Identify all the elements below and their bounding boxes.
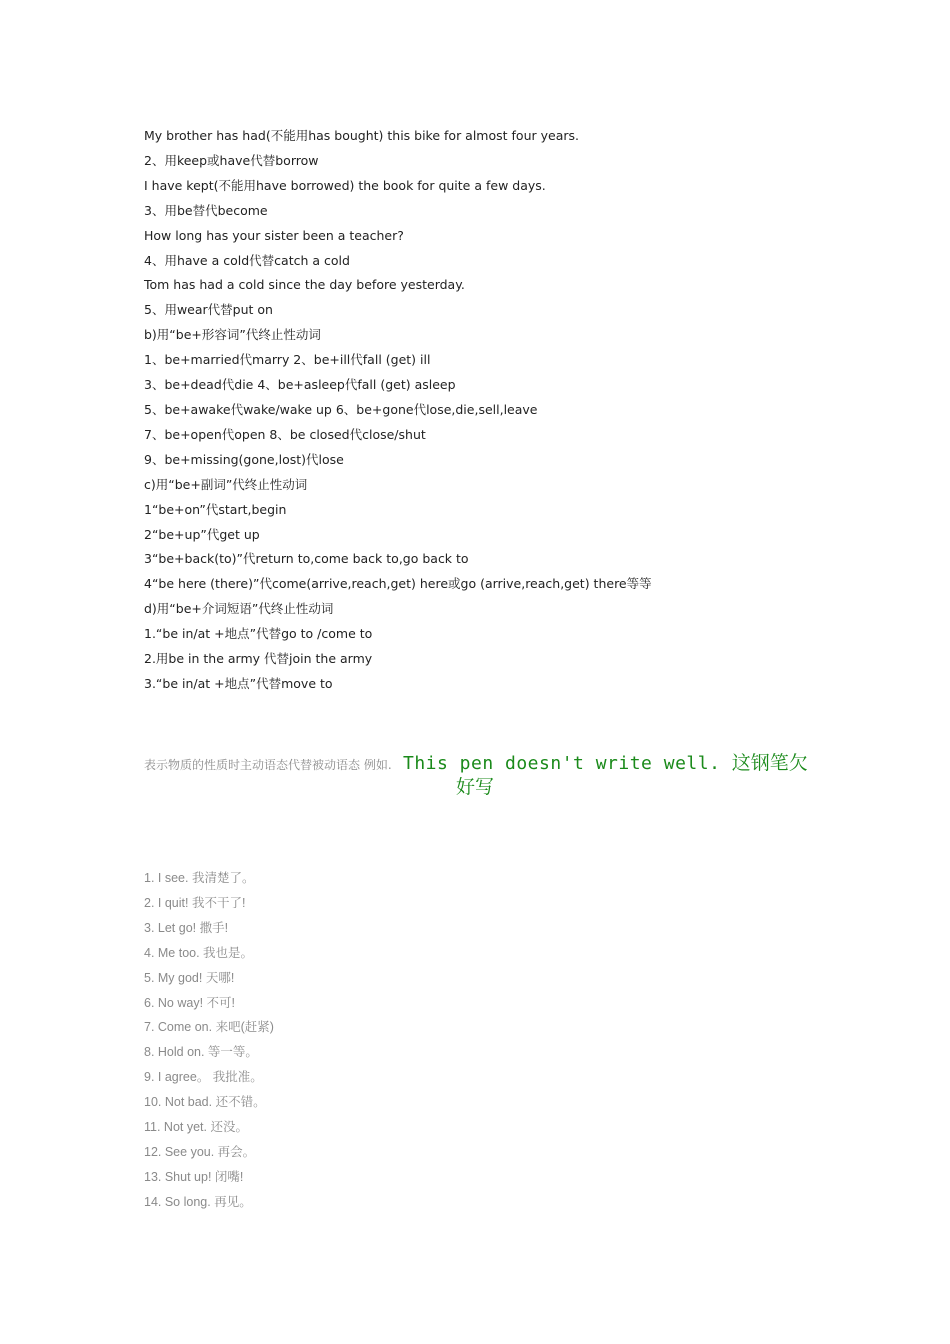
phrase-item: 3. Let go! 撒手! [144, 921, 229, 935]
phrase-item: 4. Me too. 我也是。 [144, 946, 254, 960]
phrase-item: 2. I quit! 我不干了! [144, 896, 246, 910]
usage-line: 1、be+married代marry 2、be+ill代fall (get) ill [144, 352, 431, 367]
usage-line: 7、be+open代open 8、be closed代close/shut [144, 427, 426, 442]
usage-line: I have kept(不能用have borrowed) the book for quite a few days. [144, 178, 546, 193]
phrase-item: 10. Not bad. 还不错。 [144, 1095, 266, 1109]
phrase-item: 13. Shut up! 闭嘴! [144, 1170, 244, 1184]
usage-line: 3.“be in/at +地点”代替move to [144, 676, 333, 691]
example-note [144, 748, 824, 775]
usage-line: My brother has had(不能用has bought) this bike for almost four years. [144, 128, 579, 143]
usage-line: 5、be+awake代wake/wake up 6、be+gone代lose,die,sell,leave [144, 402, 538, 417]
phrase-item: 5. My god! 天哪! [144, 971, 235, 985]
usage-line: 4、用have a cold代替catch a cold [144, 253, 350, 268]
example-sentence-zh: 这钢笔欠 [731, 752, 808, 774]
phrase-item: 9. I agree。 我批准。 [144, 1070, 263, 1084]
usage-line: 1“be+on”代start,begin [144, 502, 287, 517]
usage-line: 3、用be替代become [144, 203, 268, 218]
usage-line: 1.“be in/at +地点”代替go to /come to [144, 626, 373, 641]
phrase-item: 8. Hold on. 等一等。 [144, 1045, 258, 1059]
usage-heading: d)用“be+介词短语”代终止性动词 [144, 601, 334, 616]
phrase-item: 12. See you. 再会。 [144, 1145, 256, 1159]
phrase-item: 14. So long. 再见。 [144, 1195, 252, 1209]
usage-heading: c)用“be+副词”代终止性动词 [144, 477, 308, 492]
phrase-item: 11. Not yet. 还没。 [144, 1120, 248, 1134]
example-note-lead: 表示物质的性质时主动语态代替被动语态 例如. [144, 758, 392, 772]
phrase-item: 6. No way! 不可! [144, 996, 235, 1010]
usage-line: 5、用wear代替put on [144, 302, 273, 317]
usage-line: 3、be+dead代die 4、be+asleep代fall (get) asleep [144, 377, 456, 392]
example-sentence-en: This pen doesn't write well. [391, 753, 732, 774]
usage-line: Tom has had a cold since the day before yesterday. [144, 277, 465, 292]
usage-line: 2“be+up”代get up [144, 527, 260, 542]
usage-line: 4“be here (there)”代come(arrive,reach,get) here或go (arrive,reach,get) there等等 [144, 576, 652, 591]
phrase-item: 1. I see. 我清楚了。 [144, 871, 255, 885]
example-sentence-zh-continued: 好写 [456, 776, 495, 798]
phrase-item: 7. Come on. 来吧(赶紧) [144, 1020, 274, 1034]
usage-line: 2、用keep或have代替borrow [144, 153, 319, 168]
usage-line: 3“be+back(to)”代return to,come back to,go back to [144, 551, 469, 566]
usage-line: 9、be+missing(gone,lost)代lose [144, 452, 344, 467]
usage-line: 2.用be in the army 代替join the army [144, 651, 373, 666]
usage-heading: b)用“be+形容词”代终止性动词 [144, 327, 321, 342]
usage-line: How long has your sister been a teacher? [144, 228, 404, 243]
